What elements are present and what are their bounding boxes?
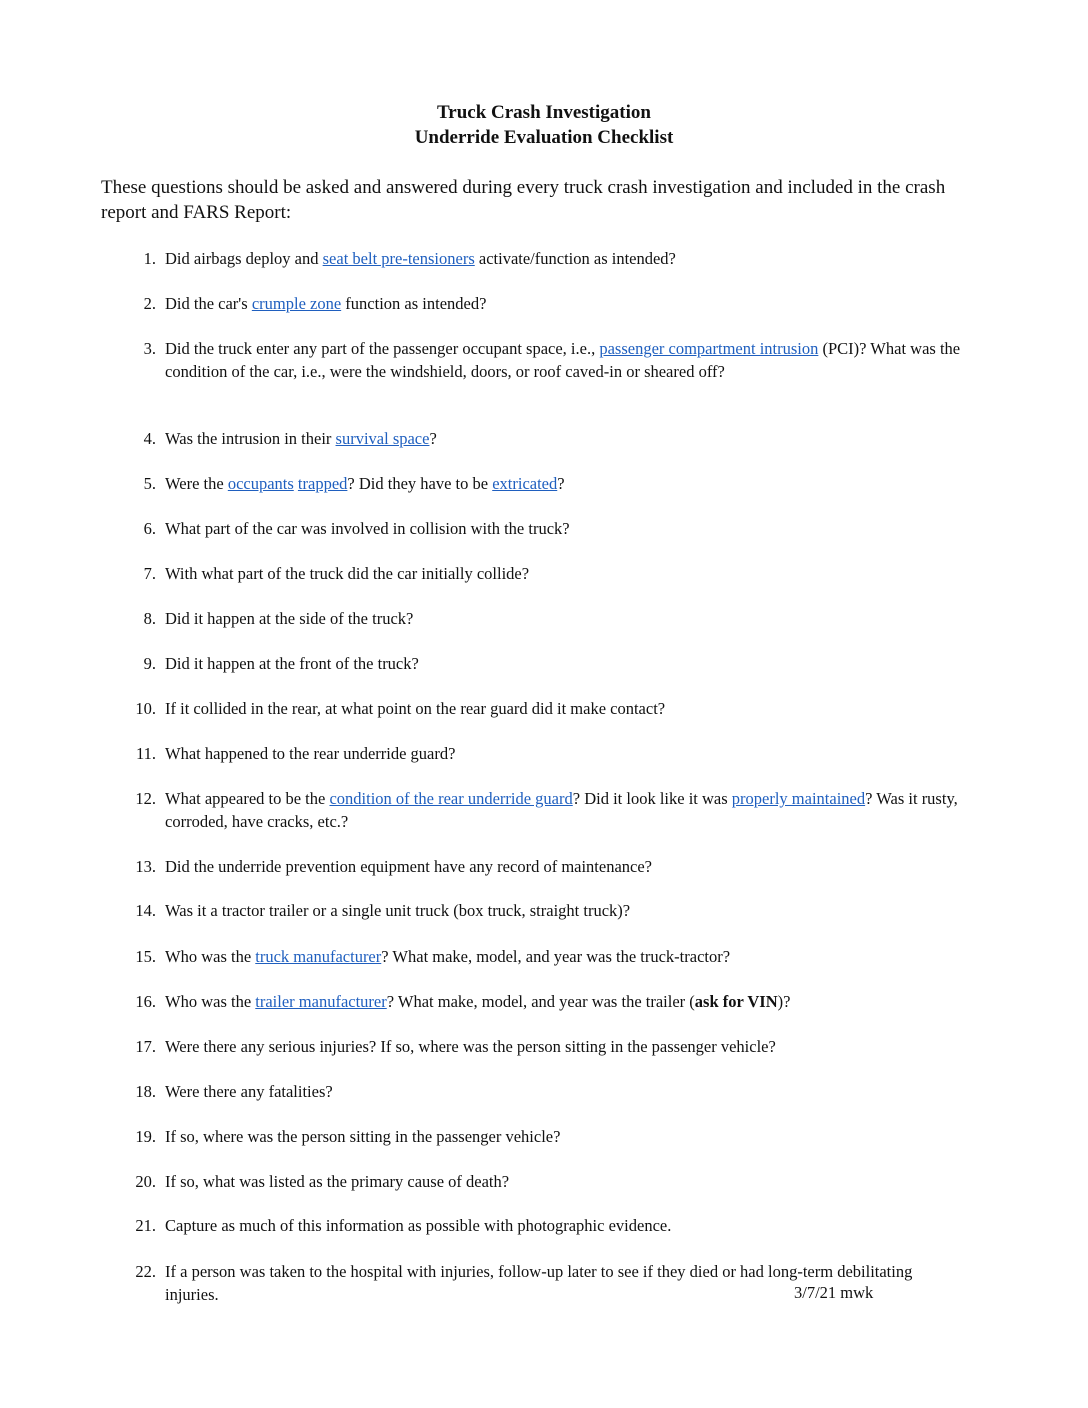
document-subtitle: Underride Evaluation Checklist xyxy=(414,127,674,148)
text-run: ? xyxy=(429,429,437,448)
bold-text: ask for VIN xyxy=(694,992,778,1011)
text-run: ? What make, model, and year was the truck-tractor? xyxy=(381,947,731,966)
item-text xyxy=(165,653,970,676)
item-text xyxy=(165,946,970,969)
link-seat-belt-pre-tensioners[interactable]: seat belt pre-tensioners xyxy=(322,249,475,268)
text-run: ? xyxy=(557,474,565,493)
item-text xyxy=(165,1081,970,1104)
item-text xyxy=(165,900,970,923)
text-run: Were there any serious injuries? If so, where was the person sitting in the passenger vehicle? xyxy=(165,1037,776,1056)
item-number: 5. xyxy=(143,474,156,493)
link-crumple-zone[interactable]: crumple zone xyxy=(251,294,342,313)
link-trailer-manufacturer[interactable]: trailer manufacturer xyxy=(255,992,387,1011)
text-run: Did the underride prevention equipment have any record of maintenance? xyxy=(165,857,653,876)
item-text xyxy=(165,1036,970,1059)
text-run: ? What make, model, and year was the trailer ( xyxy=(386,992,695,1011)
item-text xyxy=(165,1171,970,1194)
text-run: Did airbags deploy and xyxy=(165,249,323,268)
text-run: Did it happen at the side of the truck? xyxy=(165,609,414,628)
item-number: 8. xyxy=(143,609,156,628)
item-text xyxy=(165,293,970,316)
item-number: 15. xyxy=(135,947,156,966)
item-number: 21. xyxy=(135,1216,156,1235)
item-text xyxy=(165,473,970,496)
text-run: ? Was it rusty, corroded, have cracks, etc.? xyxy=(165,789,958,831)
text-run: If so, where was the person sitting in the passenger vehicle? xyxy=(165,1127,561,1146)
item-number: 13. xyxy=(135,857,156,876)
item-number: 2. xyxy=(143,294,156,313)
text-run: ? Did it look like it was xyxy=(572,789,732,808)
text-run: ? Did they have to be xyxy=(347,474,493,493)
link-properly-maintained[interactable]: properly maintained xyxy=(731,789,866,808)
intro-paragraph: These questions should be asked and answered during every truck crash investigation and included in the crash report and FARS Report: xyxy=(101,177,946,223)
document-title: Truck Crash Investigation xyxy=(437,102,651,123)
item-text xyxy=(165,991,970,1014)
text-run: (PCI)? What was the condition of the car, i.e., were the windshield, doors, or roof caved-in or sheared off? xyxy=(165,339,961,381)
text-run: Did the truck enter any part of the passenger occupant space, i.e., xyxy=(165,339,600,358)
text-run: function as intended? xyxy=(341,294,487,313)
item-text xyxy=(165,248,970,271)
text-run: If a person was taken to the hospital with injuries, follow-up later to see if they died or had long-term debilitating injuries. xyxy=(165,1262,913,1304)
text-run: With what part of the truck did the car initially collide? xyxy=(165,564,530,583)
item-text xyxy=(165,428,970,451)
item-number: 17. xyxy=(135,1037,156,1056)
text-run: Were the xyxy=(165,474,228,493)
text-run: Did it happen at the front of the truck? xyxy=(165,654,419,673)
item-text xyxy=(165,1215,970,1238)
item-text xyxy=(165,743,970,766)
item-number: 14. xyxy=(135,901,156,920)
text-run: Were there any fatalities? xyxy=(165,1082,333,1101)
item-number: 20. xyxy=(135,1172,156,1191)
item-text xyxy=(165,518,970,541)
text-run: Did the car's xyxy=(165,294,252,313)
item-text xyxy=(165,563,970,586)
link-survival-space[interactable]: survival space xyxy=(335,429,430,448)
item-number: 7. xyxy=(143,564,156,583)
item-number: 6. xyxy=(143,519,156,538)
item-number: 12. xyxy=(135,789,156,808)
link-extricated[interactable]: extricated xyxy=(492,474,558,493)
item-number: 11. xyxy=(135,744,156,763)
text-run: What happened to the rear underride guard? xyxy=(165,744,456,763)
item-number: 18. xyxy=(135,1082,156,1101)
text-run: Who was the xyxy=(165,992,256,1011)
item-number: 1. xyxy=(143,249,156,268)
text-run: What appeared to be the xyxy=(165,789,330,808)
item-number: 22. xyxy=(135,1262,156,1281)
item-number: 16. xyxy=(135,992,156,1011)
link-occupants[interactable]: occupants xyxy=(227,474,294,493)
item-text xyxy=(165,1126,970,1149)
link-truck-manufacturer[interactable]: truck manufacturer xyxy=(255,947,382,966)
text-run: If it collided in the rear, at what point on the rear guard did it make contact? xyxy=(165,699,666,718)
text-run: activate/function as intended? xyxy=(474,249,676,268)
link-trapped[interactable]: trapped xyxy=(297,474,348,493)
item-number: 10. xyxy=(135,699,156,718)
item-text xyxy=(165,856,970,879)
item-number: 4. xyxy=(143,429,156,448)
text-run: Was it a tractor trailer or a single unit truck (box truck, straight truck)? xyxy=(165,901,631,920)
text-run: Was the intrusion in their xyxy=(165,429,336,448)
text-run: )? xyxy=(777,992,791,1011)
text-run: What part of the car was involved in collision with the truck? xyxy=(165,519,570,538)
item-text xyxy=(165,698,970,721)
link-passenger-compartment-intrusion[interactable]: passenger compartment intrusion xyxy=(599,339,819,358)
text-run: Who was the xyxy=(165,947,256,966)
item-number: 9. xyxy=(143,654,156,673)
item-text xyxy=(165,608,970,631)
footer-date: 3/7/21 mwk xyxy=(794,1283,874,1302)
text-run: If so, what was listed as the primary cause of death? xyxy=(165,1172,510,1191)
link-condition-of-rear-underride-guard[interactable]: condition of the rear underride guard xyxy=(329,789,573,808)
item-text xyxy=(165,788,970,833)
item-number: 19. xyxy=(135,1127,156,1146)
item-text xyxy=(165,338,970,383)
text-run: Capture as much of this information as possible with photographic evidence. xyxy=(165,1216,672,1235)
item-number: 3. xyxy=(143,339,156,358)
